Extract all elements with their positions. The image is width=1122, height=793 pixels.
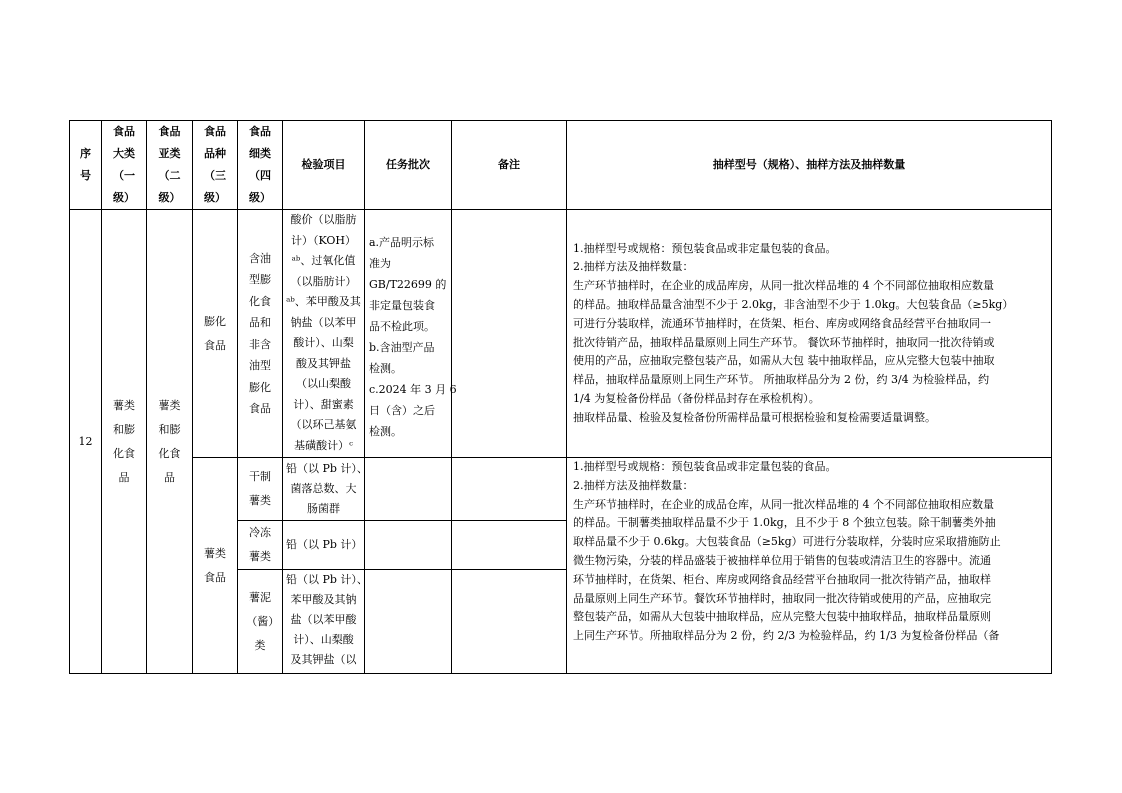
header-cat1: 食品大类（一级）	[102, 121, 147, 210]
header-items: 检验项目	[283, 121, 365, 210]
cell-cat1: 薯类和膨化食品	[102, 210, 147, 674]
cell-remark-puffed	[452, 210, 567, 458]
table-row	[70, 458, 1052, 521]
cell-cat4-dried: 干制薯类	[238, 458, 283, 521]
header-cat4: 食品细类（四级）	[238, 121, 283, 210]
cell-items-frozen: 铅（以 Pb 计）	[283, 521, 365, 570]
cell-remark-dried	[452, 458, 567, 521]
cell-items-puree: 铅（以 Pb 计）、 苯甲酸及其钠 盐（以苯甲酸 计）、山梨酸 及其钾盐（以	[283, 570, 365, 674]
cell-batch-dried	[365, 458, 452, 521]
cell-cat4-puffed: 含油型膨化食品和非含油型膨化食品	[238, 210, 283, 458]
cell-cat2: 薯类和膨化食品	[147, 210, 193, 674]
header-remark: 备注	[452, 121, 567, 210]
cell-cat4-puree: 薯泥（酱）类	[238, 570, 283, 674]
header-cat2: 食品亚类（二级）	[147, 121, 193, 210]
cell-method-puffed: 1.抽样型号或规格：预包装食品或非定量包装的食品。 2.抽样方法及抽样数量： 生产环节抽样时，在企业的成品库房，从同一批次样品堆的 4 个不同部位抽取相应数量 的样品。抽取样品量含油型不少于 2.0kg，非含油型不少于 1.0kg。大包装食品（≥5kg） 可进行分装取样，流通环节抽样时，在货架、柜台、库房或网络食品经营平台抽取同一 批次待销产品，抽取样品量原则上同生产环节。 餐饮环节抽样时，抽取同一批次待销或 使用的产品，应抽取完整包装产品，如需从大包 装中抽取样品，应从完整大包装中抽取 样品，抽取样品量原则上同生产环节。 所抽取样品分为 2 份，约 3/4 为检验样品，约 1/4 为复检备份样品（备份样品封存在承检机构）。 抽取样品量、检验及复检备份所需样品量可根据检验和复检需要适量调整。	[567, 210, 1052, 458]
header-row	[70, 121, 1052, 210]
table-row	[70, 210, 1052, 458]
header-method: 抽样型号（规格）、抽样方法及抽样数量	[567, 121, 1052, 210]
sampling-table	[69, 120, 1052, 674]
cell-method-potato: 1.抽样型号或规格：预包装食品或非定量包装的食品。 2.抽样方法及抽样数量： 生产环节抽样时，在企业的成品仓库，从同一批次样品堆的 4 个不同部位抽取相应数量 的样品。干制薯类抽取样品量不少于 1.0kg，且不少于 8 个独立包装。除干制薯类外抽 取样品量不少于 0.6kg。大包装食品（≥5kg）可进行分装取样，分装时应采取措施防止 微生物污染，分装的样品盛装于被抽样单位用于销售的包装或清洁卫生的容器中。流通 环节抽样时，在货架、柜台、库房或网络食品经营平台抽取同一批次待销产品，抽取样 品量原则上同生产环节。餐饮环节抽样时，抽取同一批次待销或使用的产品，应抽取完 整包装产品，如需从大包装中抽取样品，应从完整大包装中抽取样品，抽取样品量原则 上同生产环节。所抽取样品分为 2 份，约 2/3 为检验样品，约 1/3 为复检备份样品（备	[567, 458, 1052, 674]
header-batch: 任务批次	[365, 121, 452, 210]
cell-batch-frozen	[365, 521, 452, 570]
cell-batch-puffed: a.产品明示标 准为 GB/T22699 的 非定量包装食 品不检此项。 b.含油型产品 检测。 c.2024 年 3 月 6 日（含）之后 检测。	[365, 210, 452, 458]
cell-batch-puree	[365, 570, 452, 674]
header-cat3: 食品品种（三级）	[193, 121, 238, 210]
cell-cat3-potato: 薯类食品	[193, 458, 238, 674]
cell-items-dried: 铅（以 Pb 计）、 菌落总数、大 肠菌群	[283, 458, 365, 521]
cell-cat3-puffed: 膨化食品	[193, 210, 238, 458]
cell-remark-frozen	[452, 521, 567, 570]
cell-cat4-frozen: 冷冻薯类	[238, 521, 283, 570]
cell-items-puffed: 酸价（以脂肪 计）（KOH） ᵃᵇ、过氧化值 （以脂肪计） ᵃᵇ、苯甲酸及其 钠盐（以苯甲 酸计）、山梨 酸及其钾盐 （以山梨酸 计）、甜蜜素 （以环己基氨 基磺酸计）ᶜ	[283, 210, 365, 458]
cell-remark-puree	[452, 570, 567, 674]
header-seq: 序号	[70, 121, 102, 210]
cell-seq: 12	[70, 210, 102, 674]
